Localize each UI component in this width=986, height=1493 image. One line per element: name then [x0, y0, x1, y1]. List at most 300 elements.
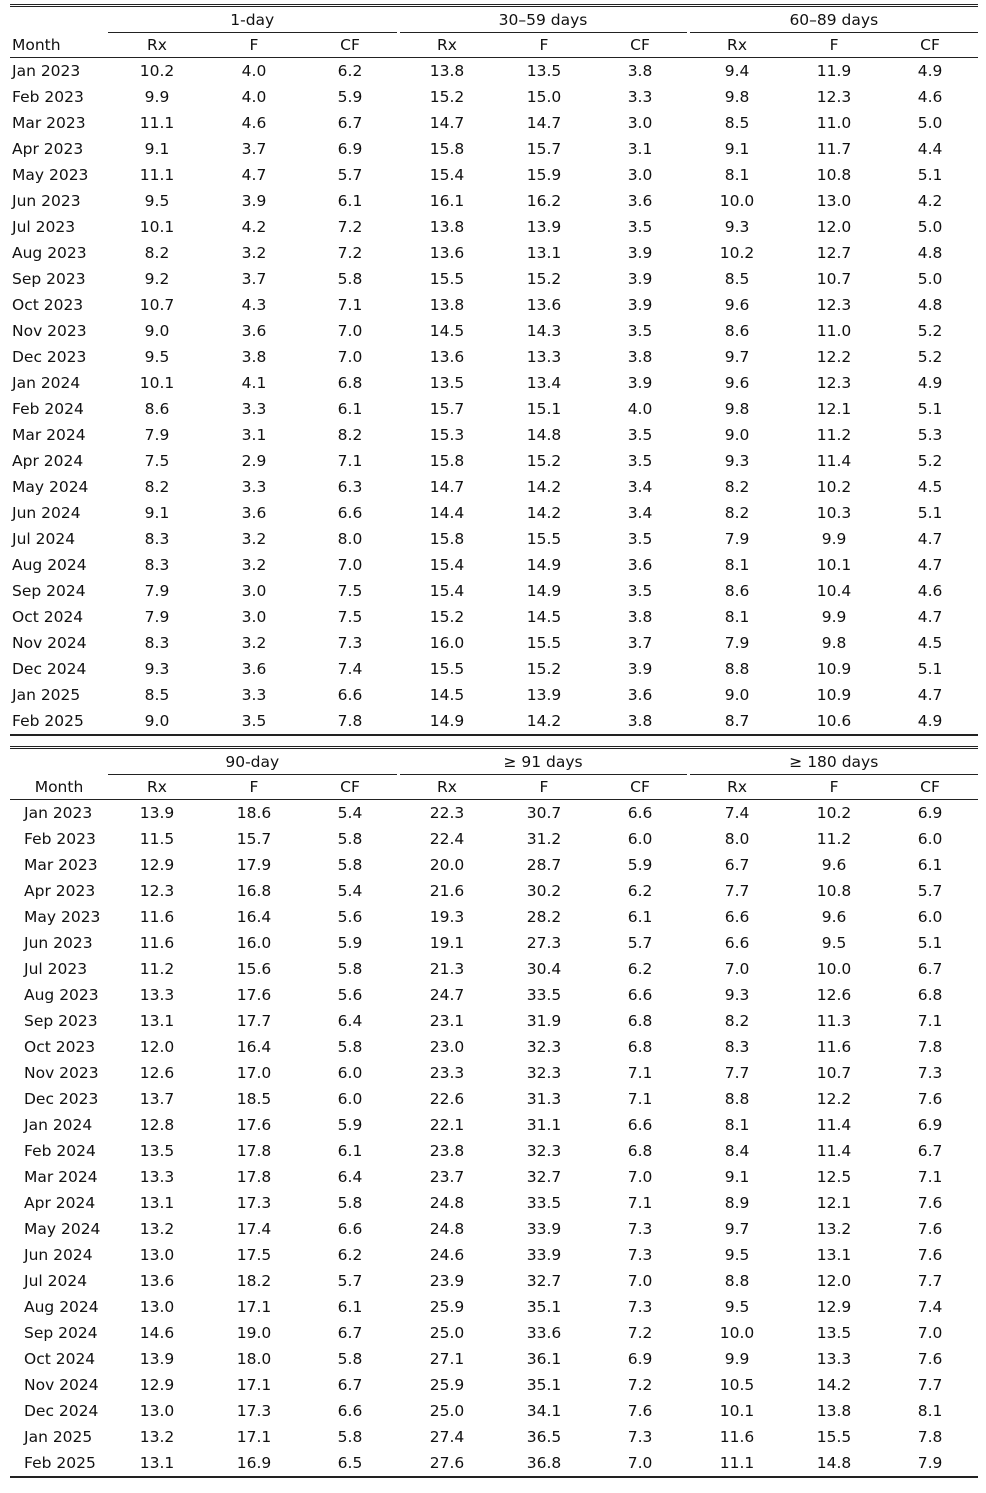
table-row [10, 370, 978, 396]
value-cell: 11.0 [816, 114, 852, 132]
table1-body [10, 6, 978, 736]
month-cell: May 2024 [24, 1220, 101, 1238]
value-cell: 6.4 [337, 1012, 363, 1030]
value-cell: 10.7 [816, 1064, 852, 1082]
value-cell: 9.9 [821, 608, 847, 626]
value-cell: 14.7 [429, 114, 465, 132]
value-cell: 11.0 [816, 322, 852, 340]
column-header: CF [920, 778, 940, 796]
value-cell: 6.9 [917, 1116, 943, 1134]
month-cell: Sep 2023 [12, 270, 86, 288]
month-cell: Feb 2023 [12, 88, 84, 106]
value-cell: 4.9 [917, 712, 943, 730]
value-cell: 33.5 [526, 1194, 562, 1212]
month-cell: Sep 2024 [24, 1324, 98, 1342]
table-row [10, 930, 978, 956]
value-cell: 5.0 [917, 218, 943, 236]
value-cell: 5.9 [627, 856, 653, 874]
column-header: F [829, 36, 839, 54]
month-cell: Jun 2024 [24, 1246, 93, 1264]
value-cell: 10.0 [719, 1324, 755, 1342]
value-cell: 4.3 [241, 296, 267, 314]
value-cell: 13.3 [816, 1350, 852, 1368]
value-cell: 9.0 [724, 686, 750, 704]
value-cell: 31.1 [526, 1116, 562, 1134]
month-cell: Jun 2023 [12, 192, 81, 210]
value-cell: 3.9 [627, 660, 653, 678]
value-cell: 3.6 [627, 556, 653, 574]
value-cell: 17.6 [236, 1116, 272, 1134]
value-cell: 18.0 [236, 1350, 272, 1368]
value-cell: 13.1 [139, 1194, 175, 1212]
value-cell: 5.7 [917, 882, 943, 900]
value-cell: 6.6 [627, 1116, 653, 1134]
value-cell: 6.0 [917, 908, 943, 926]
value-cell: 19.1 [429, 934, 465, 952]
value-cell: 13.8 [429, 62, 465, 80]
month-cell: Mar 2023 [12, 114, 86, 132]
value-cell: 7.3 [337, 634, 363, 652]
month-cell: Jan 2023 [24, 804, 93, 822]
value-cell: 5.7 [337, 166, 363, 184]
value-cell: 13.8 [816, 1402, 852, 1420]
value-cell: 3.5 [627, 452, 653, 470]
value-cell: 32.3 [526, 1064, 562, 1082]
value-cell: 4.2 [917, 192, 943, 210]
value-cell: 3.3 [241, 400, 267, 418]
value-cell: 8.2 [724, 504, 750, 522]
table-row [10, 656, 978, 682]
value-cell: 13.5 [139, 1142, 175, 1160]
value-cell: 10.8 [816, 882, 852, 900]
value-cell: 14.9 [526, 556, 562, 574]
value-cell: 16.0 [236, 934, 272, 952]
value-cell: 24.8 [429, 1220, 465, 1238]
value-cell: 5.8 [337, 960, 363, 978]
value-cell: 5.0 [917, 114, 943, 132]
value-cell: 15.2 [526, 452, 562, 470]
value-cell: 9.0 [144, 712, 170, 730]
value-cell: 33.6 [526, 1324, 562, 1342]
value-cell: 11.6 [719, 1428, 755, 1446]
value-cell: 5.6 [337, 986, 363, 1004]
value-cell: 14.6 [139, 1324, 175, 1342]
value-cell: 6.0 [627, 830, 653, 848]
column-header: CF [920, 36, 940, 54]
table-row [10, 344, 978, 370]
value-cell: 6.7 [337, 114, 363, 132]
value-cell: 7.2 [337, 218, 363, 236]
value-cell: 6.0 [917, 830, 943, 848]
value-cell: 9.2 [144, 270, 170, 288]
group-header-row [10, 748, 978, 775]
value-cell: 7.3 [917, 1064, 943, 1082]
value-cell: 4.0 [241, 62, 267, 80]
value-cell: 9.9 [821, 530, 847, 548]
value-cell: 4.7 [917, 556, 943, 574]
value-cell: 31.3 [526, 1090, 562, 1108]
column-header: Rx [147, 778, 167, 796]
month-cell: Dec 2023 [12, 348, 87, 366]
table-row [10, 1424, 978, 1450]
value-cell: 13.1 [526, 244, 562, 262]
value-cell: 13.3 [526, 348, 562, 366]
value-cell: 7.1 [337, 452, 363, 470]
value-cell: 12.2 [816, 1090, 852, 1108]
group-header: 1-day [108, 6, 398, 33]
value-cell: 3.4 [627, 504, 653, 522]
value-cell: 16.9 [236, 1454, 272, 1472]
value-cell: 8.1 [724, 1116, 750, 1134]
table-row [10, 1320, 978, 1346]
value-cell: 5.3 [917, 426, 943, 444]
table-row [10, 982, 978, 1008]
value-cell: 21.6 [429, 882, 465, 900]
value-cell: 33.9 [526, 1220, 562, 1238]
month-cell: Jul 2023 [12, 218, 76, 236]
value-cell: 3.9 [241, 192, 267, 210]
value-cell: 8.1 [724, 166, 750, 184]
column-header: Rx [437, 36, 457, 54]
value-cell: 5.8 [337, 270, 363, 288]
value-cell: 11.9 [816, 62, 852, 80]
table-row [10, 852, 978, 878]
table-row [10, 630, 978, 656]
value-cell: 12.1 [816, 400, 852, 418]
value-cell: 11.2 [139, 960, 175, 978]
table-row [10, 396, 978, 422]
value-cell: 15.5 [816, 1428, 852, 1446]
value-cell: 7.4 [724, 804, 750, 822]
value-cell: 15.7 [526, 140, 562, 158]
value-cell: 18.5 [236, 1090, 272, 1108]
value-cell: 6.1 [337, 192, 363, 210]
value-cell: 7.4 [337, 660, 363, 678]
value-cell: 9.0 [724, 426, 750, 444]
value-cell: 8.6 [724, 322, 750, 340]
value-cell: 7.6 [917, 1246, 943, 1264]
value-cell: 32.3 [526, 1038, 562, 1056]
value-cell: 6.8 [627, 1038, 653, 1056]
value-cell: 15.8 [429, 140, 465, 158]
value-cell: 12.2 [816, 348, 852, 366]
value-cell: 8.3 [144, 556, 170, 574]
column-header: CF [340, 778, 360, 796]
value-cell: 8.3 [724, 1038, 750, 1056]
month-cell: Oct 2023 [12, 296, 84, 314]
value-cell: 7.8 [917, 1428, 943, 1446]
value-cell: 10.9 [816, 686, 852, 704]
value-cell: 14.9 [429, 712, 465, 730]
value-cell: 3.5 [627, 322, 653, 340]
value-cell: 6.8 [627, 1012, 653, 1030]
value-cell: 5.2 [917, 348, 943, 366]
month-cell: Jan 2024 [12, 374, 81, 392]
value-cell: 12.9 [816, 1298, 852, 1316]
value-cell: 3.5 [627, 426, 653, 444]
table-row [10, 188, 978, 214]
value-cell: 15.2 [526, 660, 562, 678]
table-row [10, 1268, 978, 1294]
value-cell: 9.3 [144, 660, 170, 678]
value-cell: 7.9 [724, 530, 750, 548]
month-cell: Oct 2023 [24, 1038, 96, 1056]
value-cell: 8.6 [144, 400, 170, 418]
value-cell: 17.8 [236, 1142, 272, 1160]
value-cell: 4.9 [917, 62, 943, 80]
value-cell: 6.6 [627, 804, 653, 822]
value-cell: 21.3 [429, 960, 465, 978]
value-cell: 14.3 [526, 322, 562, 340]
month-cell: Dec 2024 [24, 1402, 99, 1420]
table-row [10, 826, 978, 852]
value-cell: 10.7 [139, 296, 175, 314]
value-cell: 14.5 [526, 608, 562, 626]
value-cell: 7.2 [627, 1324, 653, 1342]
value-cell: 4.6 [917, 88, 943, 106]
month-cell: May 2023 [24, 908, 101, 926]
value-cell: 9.4 [724, 62, 750, 80]
value-cell: 15.5 [526, 530, 562, 548]
value-cell: 7.2 [337, 244, 363, 262]
value-cell: 17.3 [236, 1402, 272, 1420]
value-cell: 13.9 [139, 1350, 175, 1368]
column-header: Rx [727, 778, 748, 796]
value-cell: 7.0 [337, 322, 363, 340]
value-cell: 7.7 [917, 1376, 943, 1394]
value-cell: 3.8 [627, 348, 653, 366]
month-cell: Apr 2023 [24, 882, 96, 900]
month-cell: Feb 2024 [12, 400, 84, 418]
table-row [10, 240, 978, 266]
value-cell: 6.8 [337, 374, 363, 392]
value-cell: 3.3 [241, 686, 267, 704]
value-cell: 9.1 [144, 140, 170, 158]
value-cell: 14.5 [429, 686, 465, 704]
value-cell: 13.0 [139, 1298, 175, 1316]
value-cell: 6.8 [627, 1142, 653, 1160]
value-cell: 30.2 [526, 882, 562, 900]
table2-body [10, 748, 978, 1478]
value-cell: 8.2 [724, 1012, 750, 1030]
value-cell: 9.0 [144, 322, 170, 340]
value-cell: 14.7 [429, 478, 465, 496]
value-cell: 12.5 [816, 1168, 852, 1186]
value-cell: 15.4 [429, 556, 465, 574]
value-cell: 9.7 [724, 1220, 750, 1238]
month-cell: Jun 2023 [24, 934, 93, 952]
column-header: F [829, 778, 839, 796]
value-cell: 5.1 [917, 504, 943, 522]
value-cell: 4.8 [917, 296, 943, 314]
value-cell: 16.8 [236, 882, 272, 900]
month-cell: Mar 2024 [24, 1168, 98, 1186]
value-cell: 17.4 [236, 1220, 272, 1238]
value-cell: 28.7 [526, 856, 562, 874]
value-cell: 7.6 [917, 1350, 943, 1368]
corner-cell [10, 6, 108, 33]
value-cell: 7.0 [724, 960, 750, 978]
value-cell: 4.2 [241, 218, 267, 236]
value-cell: 9.3 [724, 986, 750, 1004]
value-cell: 3.3 [627, 88, 653, 106]
value-cell: 12.7 [816, 244, 852, 262]
value-cell: 13.5 [429, 374, 465, 392]
value-cell: 4.5 [917, 634, 943, 652]
table-short-duration [10, 4, 978, 736]
value-cell: 9.9 [724, 1350, 750, 1368]
table-row [10, 708, 978, 735]
group-header: 90-day [108, 748, 398, 775]
value-cell: 5.1 [917, 400, 943, 418]
value-cell: 23.8 [429, 1142, 465, 1160]
value-cell: 2.9 [241, 452, 267, 470]
value-cell: 27.3 [526, 934, 562, 952]
value-cell: 3.6 [627, 686, 653, 704]
value-cell: 7.1 [337, 296, 363, 314]
value-cell: 12.3 [816, 88, 852, 106]
table-row [10, 1372, 978, 1398]
table-row [10, 1450, 978, 1477]
value-cell: 7.0 [337, 556, 363, 574]
month-cell: Jul 2023 [24, 960, 88, 978]
value-cell: 6.9 [627, 1350, 653, 1368]
value-cell: 5.8 [337, 1350, 363, 1368]
value-cell: 3.9 [627, 296, 653, 314]
value-cell: 5.1 [917, 934, 943, 952]
value-cell: 6.2 [627, 960, 653, 978]
table-row [10, 84, 978, 110]
group-header-row [10, 6, 978, 33]
table-row [10, 162, 978, 188]
value-cell: 12.3 [816, 296, 852, 314]
value-cell: 17.0 [236, 1064, 272, 1082]
value-cell: 5.8 [337, 830, 363, 848]
value-cell: 3.0 [627, 166, 653, 184]
value-cell: 3.6 [241, 322, 267, 340]
month-cell: Jan 2025 [12, 686, 81, 704]
value-cell: 13.2 [139, 1220, 175, 1238]
value-cell: 11.1 [139, 114, 175, 132]
value-cell: 14.5 [429, 322, 465, 340]
value-cell: 11.6 [139, 934, 175, 952]
month-cell: Nov 2024 [24, 1376, 99, 1394]
value-cell: 13.6 [139, 1272, 175, 1290]
value-cell: 7.0 [627, 1168, 653, 1186]
value-cell: 19.3 [429, 908, 465, 926]
value-cell: 4.7 [917, 608, 943, 626]
value-cell: 7.5 [144, 452, 170, 470]
value-cell: 5.1 [917, 166, 943, 184]
value-cell: 3.9 [627, 270, 653, 288]
value-cell: 18.2 [236, 1272, 272, 1290]
value-cell: 16.2 [526, 192, 562, 210]
value-cell: 3.6 [241, 660, 267, 678]
table-row [10, 682, 978, 708]
value-cell: 23.3 [429, 1064, 465, 1082]
value-cell: 7.3 [627, 1298, 653, 1316]
value-cell: 3.7 [241, 140, 267, 158]
value-cell: 13.2 [139, 1428, 175, 1446]
table-row [10, 500, 978, 526]
value-cell: 3.8 [627, 608, 653, 626]
table-row [10, 448, 978, 474]
value-cell: 16.0 [429, 634, 465, 652]
value-cell: 22.6 [429, 1090, 465, 1108]
value-cell: 25.0 [429, 1324, 465, 1342]
value-cell: 6.1 [337, 1142, 363, 1160]
value-cell: 12.0 [139, 1038, 175, 1056]
table-long-duration [10, 746, 978, 1478]
value-cell: 24.7 [429, 986, 465, 1004]
value-cell: 31.2 [526, 830, 562, 848]
value-cell: 13.1 [139, 1012, 175, 1030]
value-cell: 6.6 [724, 934, 750, 952]
value-cell: 32.7 [526, 1168, 562, 1186]
month-cell: Jul 2024 [24, 1272, 88, 1290]
value-cell: 7.6 [917, 1220, 943, 1238]
value-cell: 6.9 [337, 140, 363, 158]
value-cell: 3.8 [627, 62, 653, 80]
value-cell: 14.8 [816, 1454, 852, 1472]
value-cell: 10.2 [139, 62, 175, 80]
value-cell: 13.3 [139, 986, 175, 1004]
value-cell: 10.8 [816, 166, 852, 184]
value-cell: 7.9 [144, 426, 170, 444]
month-header: Month [34, 777, 84, 796]
month-cell: Nov 2023 [12, 322, 87, 340]
value-cell: 9.6 [724, 374, 750, 392]
group-header: ≥ 91 days [398, 748, 688, 775]
value-cell: 11.1 [139, 166, 175, 184]
value-cell: 4.5 [917, 478, 943, 496]
value-cell: 11.7 [816, 140, 852, 158]
value-cell: 7.9 [144, 582, 170, 600]
value-cell: 17.5 [236, 1246, 272, 1264]
value-cell: 10.1 [139, 374, 175, 392]
value-cell: 13.6 [429, 348, 465, 366]
value-cell: 7.3 [627, 1428, 653, 1446]
month-cell: Dec 2024 [12, 660, 87, 678]
value-cell: 14.8 [526, 426, 562, 444]
value-cell: 14.9 [526, 582, 562, 600]
value-cell: 9.1 [144, 504, 170, 522]
table-row [10, 1216, 978, 1242]
value-cell: 6.2 [337, 1246, 363, 1264]
value-cell: 23.1 [429, 1012, 465, 1030]
column-header: CF [630, 36, 650, 54]
value-cell: 5.9 [337, 1116, 363, 1134]
value-cell: 9.3 [724, 218, 750, 236]
value-cell: 4.8 [917, 244, 943, 262]
value-cell: 5.8 [337, 1038, 363, 1056]
month-cell: Jun 2024 [12, 504, 81, 522]
value-cell: 3.8 [241, 348, 267, 366]
month-cell: Apr 2023 [12, 140, 84, 158]
table-row [10, 266, 978, 292]
value-cell: 8.3 [144, 530, 170, 548]
value-cell: 22.1 [429, 1116, 465, 1134]
value-cell: 6.7 [337, 1324, 363, 1342]
value-cell: 14.2 [816, 1376, 852, 1394]
value-cell: 13.9 [526, 218, 562, 236]
table-row [10, 318, 978, 344]
table-row [10, 526, 978, 552]
value-cell: 9.1 [724, 1168, 750, 1186]
value-cell: 10.2 [816, 804, 852, 822]
value-cell: 15.2 [429, 88, 465, 106]
month-cell: Sep 2023 [24, 1012, 98, 1030]
